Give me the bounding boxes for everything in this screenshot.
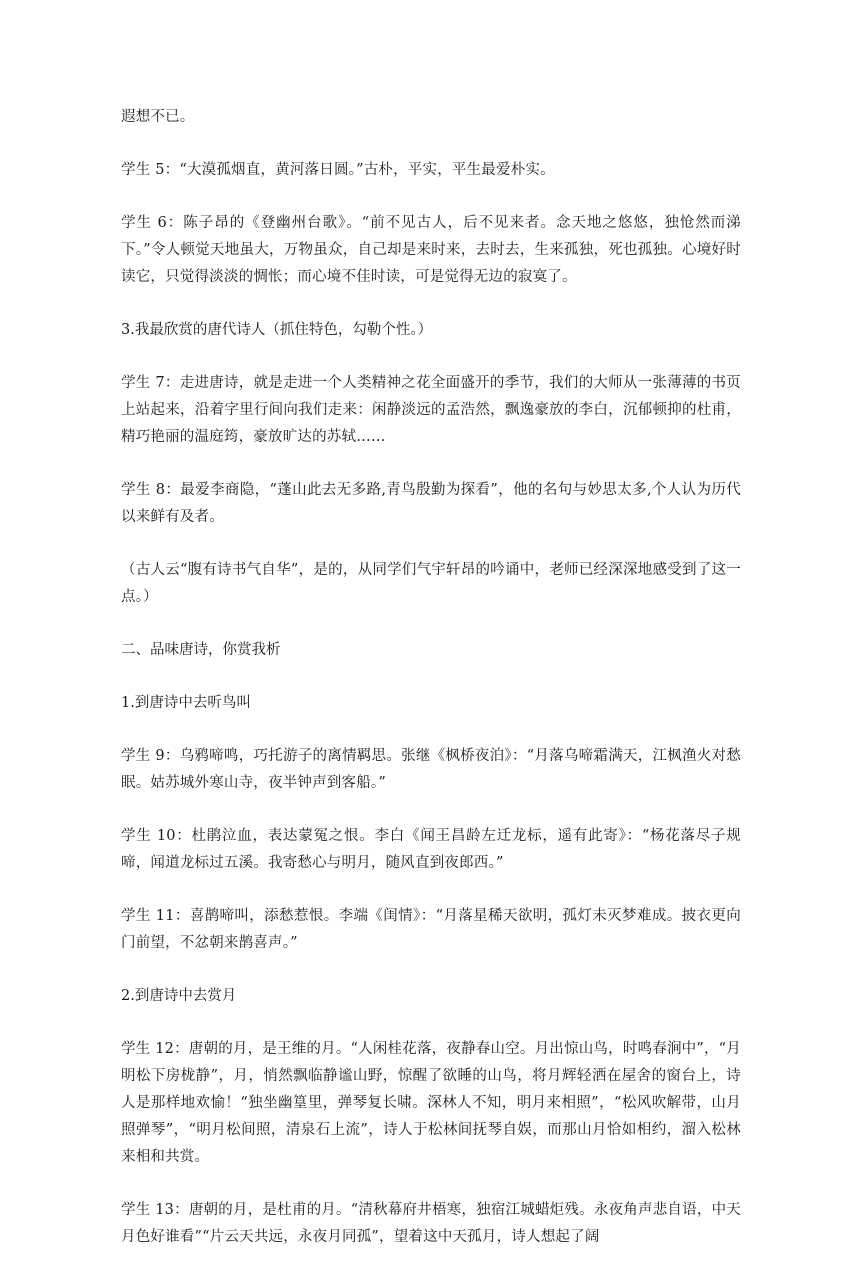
paragraph-student-5: 学生 5：“大漠孤烟直，黄河落日圆。”古朴，平实，平生最爱朴实。 bbox=[121, 162, 555, 178]
document-body bbox=[121, 104, 741, 1277]
paragraph-student-13: 学生 13：唐朝的月，是杜甫的月。“清秋幕府井梧寒，独宿江城蜡炬残。永夜角声悲自语，中天月色好谁看”“片云天共远，永夜月同孤”，望着这中天孤月，诗人想起了阔 bbox=[121, 1202, 741, 1245]
section-heading-favorite-poet: 3.我最欣赏的唐代诗人（抓住特色，勾勒个性。） bbox=[121, 322, 433, 338]
section-heading-part-two: 二、品味唐诗，你赏我析 bbox=[121, 642, 281, 658]
section-heading-birds: 1.到唐诗中去听鸟叫 bbox=[121, 695, 251, 711]
paragraph-student-11: 学生 11：喜鹊啼叫，添愁惹恨。李端《闺情》：“月落星稀天欲明，孤灯未灭梦难成。披衣更向门前望，不忿朝来鹊喜声。” bbox=[121, 908, 741, 951]
paragraph-student-9: 学生 9：乌鸦啼鸣，巧托游子的离情羁思。张继《枫桥夜泊》：“月落乌啼霜满天，江枫渔火对愁眠。姑苏城外寒山寺，夜半钟声到客船。” bbox=[121, 748, 741, 791]
paragraph-student-6: 学生 6：陈子昂的《登幽州台歌》。“前不见古人，后不见来者。念天地之悠悠，独怆然而涕下。”令人顿觉天地虽大，万物虽众，自己却是来时来，去时去，生来孤独，死也孤独。心境好时读它，只觉得淡淡的惆怅；而心境不佳时读，可是觉得无边的寂寞了。 bbox=[121, 215, 741, 285]
section-heading-moon: 2.到唐诗中去赏月 bbox=[121, 988, 237, 1004]
paragraph-student-10: 学生 10：杜鹃泣血，表达蒙冤之恨。李白《闻王昌龄左迁龙标，遥有此寄》：“杨花落尽子规啼，闻道龙标过五溪。我寄愁心与明月，随风直到夜郎西。” bbox=[121, 828, 741, 871]
paragraph-student-12: 学生 12：唐朝的月，是王维的月。“人闲桂花落，夜静春山空。月出惊山鸟，时鸣春涧中”，“月明松下房栊静”，月，悄然飘临静谧山野，惊醒了欲睡的山鸟，将月辉轻洒在屋舍的窗台上，诗人是那样地欢愉！“独坐幽篁里，弹琴复长啸。深林人不知，明月来相照”，“松风吹解带，山月照弹琴”，“明月松间照，清泉石上流”，诗人于松林间抚琴自娱，而那山月恰如相约，溜入松林来相和共赏。 bbox=[121, 1041, 741, 1165]
paragraph-teacher-note: （古人云“腹有诗书气自华”，是的，从同学们气宇轩昂的吟诵中，老师已经深深地感受到了这一点。） bbox=[121, 562, 741, 605]
paragraph-continuation: 遐想不已。 bbox=[121, 109, 195, 125]
paragraph-student-8: 学生 8：最爱李商隐，“蓬山此去无多路,青鸟殷勤为探看”，他的名句与妙思太多,个人认为历代以来鲜有及者。 bbox=[121, 482, 741, 525]
paragraph-student-7: 学生 7：走进唐诗，就是走进一个人类精神之花全面盛开的季节，我们的大师从一张薄薄的书页上站起来，沿着字里行间向我们走来：闲静淡远的孟浩然，飘逸豪放的李白，沉郁顿抑的杜甫，精巧艳丽的温庭筠，豪放旷达的苏轼…… bbox=[121, 375, 741, 445]
